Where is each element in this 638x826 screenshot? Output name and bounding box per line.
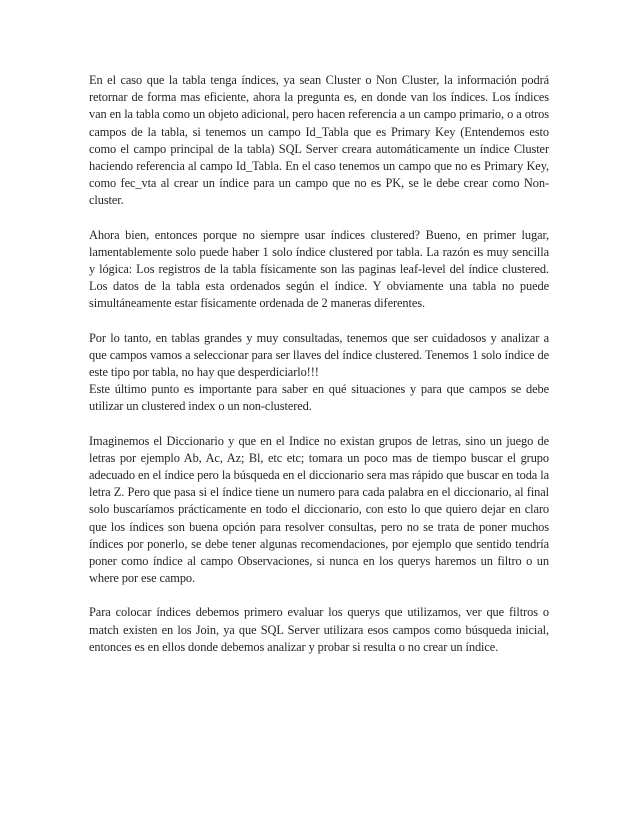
document-body (89, 72, 549, 673)
paragraph-large-tables: Por lo tanto, en tablas grandes y muy consultadas, tenemos que ser cuidadosos y analizar a que campos vamos a seleccionar para ser llaves del índice clustered. Tenemos 1 solo índice de este tipo por tabla, no hay que desperdiciarlo!!! Este último punto es importante para saber en qué situaciones y para que campos se debe utilizar un clustered index o un non-clustered. (89, 330, 549, 414)
paragraph-indices-cluster: En el caso que la tabla tenga índices, ya sean Cluster o Non Cluster, la información podrá retornar de forma mas eficiente, ahora la pregunta es, en donde van los índices. Los índices van en la tabla como un objeto adicional, pero hacen referencia a un campo primario, o a otros campos de la tabla, si tenemos un campo Id_Tabla que es Primary Key (Entendemos esto como el campo principal de la tabla) SQL Server creara automáticamente un índice Cluster haciendo referencia al campo Id_Tabla. En el caso tenemos un campo que no es Primary Key, como fec_vta al crear un índice para un campo que no es PK, se le debe crear como Non-cluster. (89, 73, 549, 208)
paragraph-query-evaluation: Para colocar índices debemos primero evaluar los querys que utilizamos, ver que filtros o match existen en los Join, ya que SQL Server utilizara esos campos como búsqueda inicial, entonces es en ellos donde debemos analizar y probar si resulta o no crear un índice. (89, 605, 549, 654)
paragraph-clustered-limit: Ahora bien, entonces porque no siempre usar índices clustered? Bueno, en primer lugar, lamentablemente solo puede haber 1 solo índice clustered por tabla. La razón es muy sencilla y lógica: Los registros de la tabla físicamente son las paginas leaf-level del índice clustered. Los datos de la tabla esta ordenados según el índice. Y obviamente una tabla no puede simultáneamente estar físicamente ordenada de 2 maneras diferentes. (89, 227, 549, 311)
paragraph-dictionary-example: Imaginemos el Diccionario y que en el Indice no existan grupos de letras, sino un juego de letras por ejemplo Ab, Ac, Az; Bl, etc etc; tomara un poco mas de tiempo buscar el grupo adecuado en el índice pero la búsqueda en el diccionario sera mas rápido que buscar en toda la letra Z. Pero que pasa si el índice tiene un numero para cada palabra en el diccionario, al final solo buscaríamos prácticamente en todo el diccionario, con esto lo que quiero dejar en claro que los índices son buena opción para resolver consultas, pero no se trata de poner muchos índices por ponerlo, se debe tener algunas recomendaciones, por ejemplo que sentido tendría poner como índice al campo Observaciones, si nunca en los querys haremos un filtro o un where por ese campo. (89, 433, 549, 586)
